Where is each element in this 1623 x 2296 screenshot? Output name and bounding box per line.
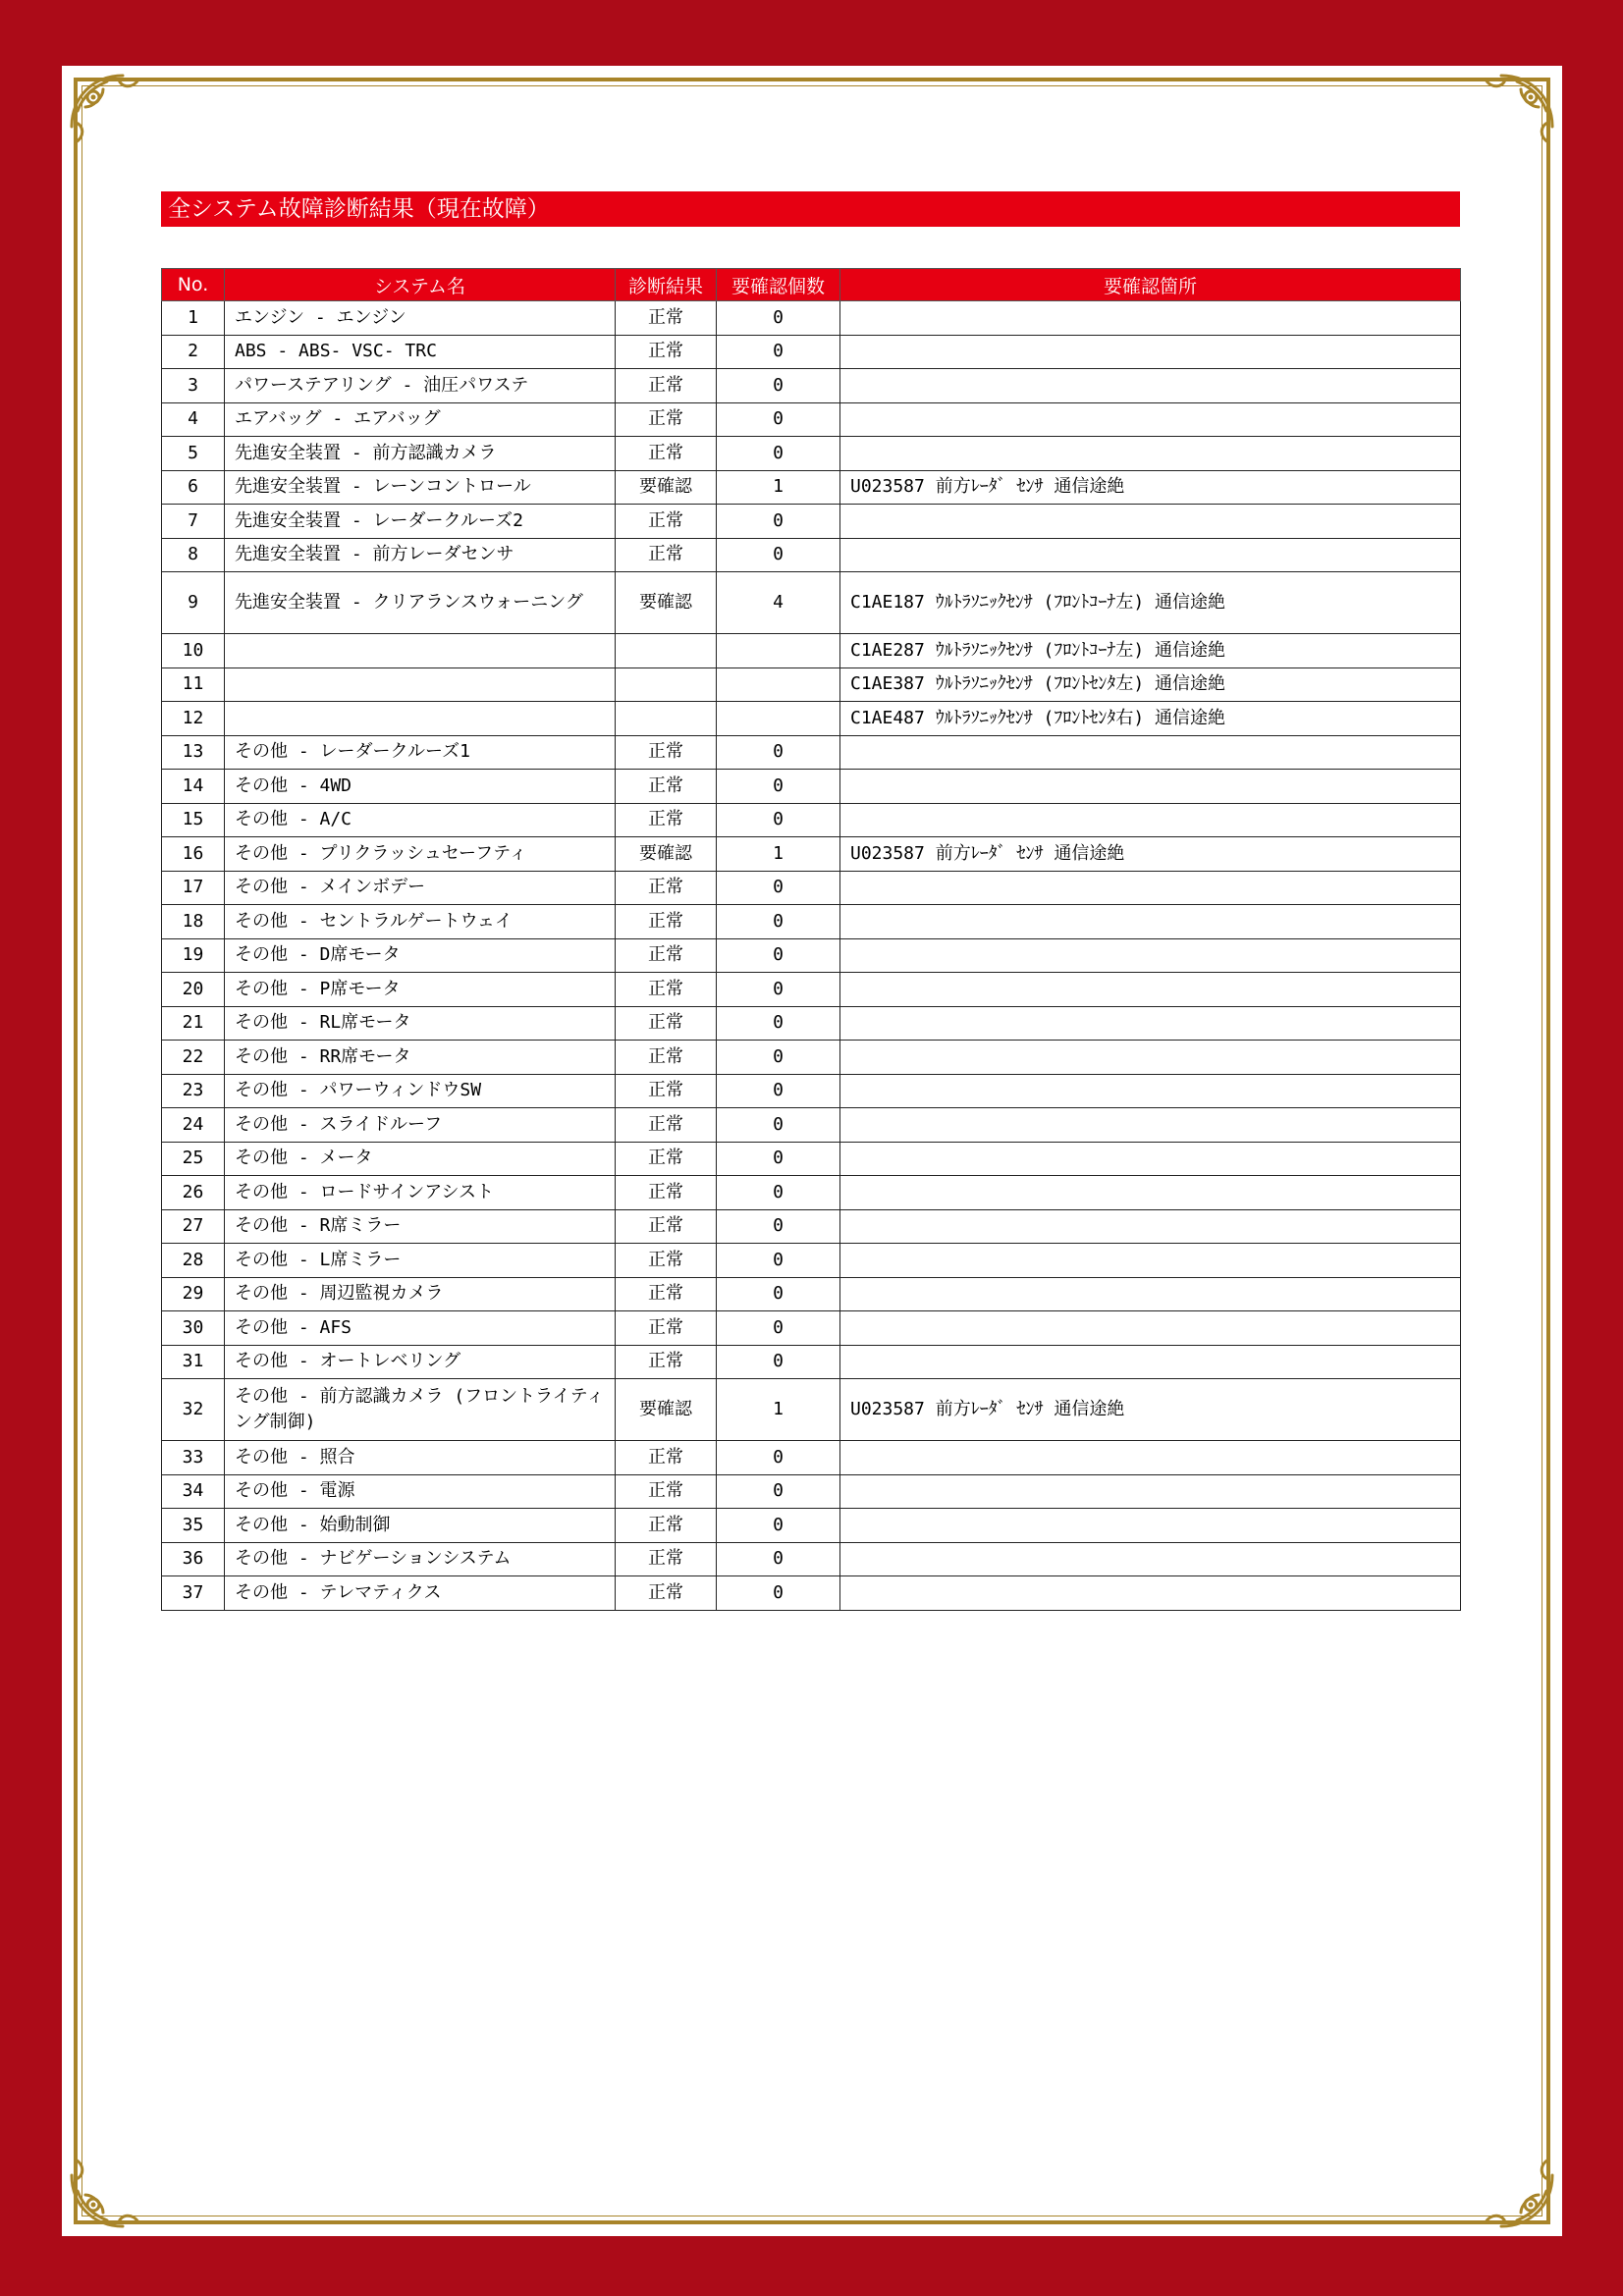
system-name: パワーステアリング - 油圧パワステ [225,369,616,403]
system-name: その他 - 周辺監視カメラ [225,1277,616,1311]
table-row [162,470,1461,505]
issue-count: 4 [717,572,840,634]
corner-ornament-icon [1472,2146,1560,2234]
diagnosis-result: 正常 [616,402,717,437]
diagnosis-result: 正常 [616,437,717,471]
issue-count: 0 [717,1542,840,1576]
issue-location [840,538,1461,572]
table-row [162,1441,1461,1475]
column-header-location: 要確認箇所 [840,269,1461,301]
issue-location [840,1142,1461,1176]
diagnosis-result: 正常 [616,1176,717,1210]
row-number: 24 [162,1108,225,1143]
diagnosis-result: 正常 [616,1311,717,1346]
issue-location [840,505,1461,539]
issue-count: 1 [717,470,840,505]
issue-location [840,1441,1461,1475]
table-row [162,803,1461,837]
table-row [162,1345,1461,1379]
issue-count: 0 [717,1474,840,1509]
system-name: その他 - RR席モータ [225,1041,616,1075]
row-number: 11 [162,667,225,702]
row-number: 10 [162,634,225,668]
row-number: 3 [162,369,225,403]
issue-count: 0 [717,1209,840,1244]
issue-count: 0 [717,1041,840,1075]
issue-count [717,667,840,702]
system-name: その他 - R席ミラー [225,1209,616,1244]
issue-location [840,402,1461,437]
table-row [162,1277,1461,1311]
row-number: 13 [162,735,225,770]
row-number: 12 [162,702,225,736]
system-name: その他 - セントラルゲートウェイ [225,905,616,939]
system-name: その他 - ナビゲーションシステム [225,1542,616,1576]
row-number: 17 [162,871,225,905]
row-number: 9 [162,572,225,634]
diagnosis-result: 正常 [616,1244,717,1278]
issue-count: 1 [717,1379,840,1441]
diagnosis-result: 正常 [616,1509,717,1543]
issue-location: U023587 前方ﾚｰﾀﾞ ｾﾝｻ 通信途絶 [840,1379,1461,1441]
corner-ornament-icon [64,68,152,156]
diagnosis-result: 正常 [616,335,717,369]
diagnosis-result: 正常 [616,369,717,403]
row-number: 26 [162,1176,225,1210]
system-name: その他 - RL席モータ [225,1006,616,1041]
table-row [162,770,1461,804]
table-body [162,301,1461,1611]
system-name: その他 - ロードサインアシスト [225,1176,616,1210]
diagnosis-result: 正常 [616,770,717,804]
issue-count: 0 [717,1176,840,1210]
issue-count: 0 [717,1142,840,1176]
column-header-result: 診断結果 [616,269,717,301]
system-name [225,667,616,702]
issue-location [840,1074,1461,1108]
issue-count: 1 [717,837,840,872]
issue-count: 0 [717,1345,840,1379]
row-number: 29 [162,1277,225,1311]
row-number: 18 [162,905,225,939]
row-number: 19 [162,938,225,973]
issue-location: C1AE487 ｳﾙﾄﾗｿﾆｯｸｾﾝｻ (ﾌﾛﾝﾄｾﾝﾀ右) 通信途絶 [840,702,1461,736]
issue-location [840,369,1461,403]
issue-location [840,803,1461,837]
issue-location [840,905,1461,939]
column-header-no: No. [162,269,225,301]
issue-count: 0 [717,1509,840,1543]
system-name: その他 - 照合 [225,1441,616,1475]
table-row [162,1074,1461,1108]
issue-location [840,1311,1461,1346]
diagnosis-result: 正常 [616,1345,717,1379]
system-name: その他 - P席モータ [225,973,616,1007]
system-name [225,634,616,668]
system-name: エアバッグ - エアバッグ [225,402,616,437]
issue-location [840,1345,1461,1379]
system-name: その他 - メインボデー [225,871,616,905]
system-name: その他 - プリクラッシュセーフティ [225,837,616,872]
table-row [162,905,1461,939]
table-row [162,837,1461,872]
system-name [225,702,616,736]
table-row [162,437,1461,471]
issue-count: 0 [717,1108,840,1143]
row-number: 23 [162,1074,225,1108]
table-row [162,1542,1461,1576]
column-header-system: システム名 [225,269,616,301]
issue-location [840,1108,1461,1143]
table-row [162,702,1461,736]
system-name: エンジン - エンジン [225,301,616,336]
corner-ornament-icon [64,2146,152,2234]
table-row [162,1474,1461,1509]
diagnosis-result: 要確認 [616,470,717,505]
issue-location [840,1474,1461,1509]
row-number: 31 [162,1345,225,1379]
issue-location [840,1006,1461,1041]
system-name: 先進安全装置 - 前方レーダセンサ [225,538,616,572]
system-name: その他 - テレマティクス [225,1576,616,1611]
table-row [162,667,1461,702]
system-name: その他 - スライドルーフ [225,1108,616,1143]
row-number: 8 [162,538,225,572]
diagnosis-result: 正常 [616,1209,717,1244]
diagnosis-result: 正常 [616,1074,717,1108]
diagnosis-result: 正常 [616,1542,717,1576]
diagnosis-result: 正常 [616,301,717,336]
issue-location [840,1509,1461,1543]
system-name: 先進安全装置 - 前方認識カメラ [225,437,616,471]
table-row [162,1311,1461,1346]
issue-count: 0 [717,437,840,471]
table-row [162,402,1461,437]
table-row [162,1244,1461,1278]
system-name: その他 - D席モータ [225,938,616,973]
table-row [162,335,1461,369]
issue-count: 0 [717,1311,840,1346]
table-header-row [162,269,1461,301]
diagnosis-result: 正常 [616,735,717,770]
diagnosis-result: 正常 [616,1041,717,1075]
column-header-count: 要確認個数 [717,269,840,301]
table-row [162,634,1461,668]
diagnosis-result: 正常 [616,938,717,973]
table-row [162,938,1461,973]
issue-count: 0 [717,505,840,539]
system-name: その他 - 始動制御 [225,1509,616,1543]
diagnosis-result: 正常 [616,1576,717,1611]
row-number: 34 [162,1474,225,1509]
diagnosis-result: 正常 [616,538,717,572]
system-name: その他 - 前方認識カメラ (フロントライティング制御) [225,1379,616,1441]
issue-location [840,1209,1461,1244]
issue-location [840,871,1461,905]
table-row [162,1142,1461,1176]
issue-count: 0 [717,1441,840,1475]
row-number: 27 [162,1209,225,1244]
issue-location [840,770,1461,804]
row-number: 1 [162,301,225,336]
system-name: 先進安全装置 - レーダークルーズ2 [225,505,616,539]
table-row [162,1176,1461,1210]
diagnosis-result: 要確認 [616,837,717,872]
issue-location [840,335,1461,369]
issue-count: 0 [717,735,840,770]
table-row [162,1041,1461,1075]
diagnosis-result: 正常 [616,1006,717,1041]
row-number: 32 [162,1379,225,1441]
issue-count: 0 [717,938,840,973]
diagnosis-result: 正常 [616,803,717,837]
diagnosis-result: 正常 [616,905,717,939]
table-row [162,1209,1461,1244]
issue-count [717,702,840,736]
row-number: 35 [162,1509,225,1543]
row-number: 4 [162,402,225,437]
issue-count: 0 [717,1277,840,1311]
system-name: その他 - レーダークルーズ1 [225,735,616,770]
diagnosis-result [616,702,717,736]
issue-count: 0 [717,871,840,905]
issue-count: 0 [717,770,840,804]
system-name: その他 - オートレベリング [225,1345,616,1379]
system-name: その他 - メータ [225,1142,616,1176]
row-number: 6 [162,470,225,505]
row-number: 20 [162,973,225,1007]
issue-count: 0 [717,1244,840,1278]
system-name: その他 - AFS [225,1311,616,1346]
diagnosis-result: 要確認 [616,1379,717,1441]
issue-count: 0 [717,402,840,437]
issue-count: 0 [717,973,840,1007]
row-number: 7 [162,505,225,539]
row-number: 16 [162,837,225,872]
diagnosis-result: 正常 [616,871,717,905]
system-name: その他 - 4WD [225,770,616,804]
table-row [162,1379,1461,1441]
issue-location [840,1041,1461,1075]
row-number: 15 [162,803,225,837]
table-row [162,973,1461,1007]
issue-location [840,938,1461,973]
diagnosis-result: 要確認 [616,572,717,634]
issue-location: C1AE187 ｳﾙﾄﾗｿﾆｯｸｾﾝｻ (ﾌﾛﾝﾄｺｰﾅ左) 通信途絶 [840,572,1461,634]
row-number: 14 [162,770,225,804]
issue-count: 0 [717,369,840,403]
section-title: 全システム故障診断結果（現在故障） [161,191,1460,227]
diagnosis-result: 正常 [616,505,717,539]
issue-count: 0 [717,803,840,837]
row-number: 22 [162,1041,225,1075]
table-row [162,505,1461,539]
row-number: 21 [162,1006,225,1041]
issue-location: U023587 前方ﾚｰﾀﾞ ｾﾝｻ 通信途絶 [840,837,1461,872]
system-name: ABS - ABS- VSC- TRC [225,335,616,369]
table-row [162,369,1461,403]
system-name: その他 - パワーウィンドウSW [225,1074,616,1108]
issue-count: 0 [717,1074,840,1108]
diagnosis-table [161,268,1461,1611]
row-number: 30 [162,1311,225,1346]
diagnosis-result [616,634,717,668]
issue-count: 0 [717,301,840,336]
row-number: 5 [162,437,225,471]
document-page [62,66,1562,2236]
issue-count [717,634,840,668]
issue-location [840,735,1461,770]
issue-count: 0 [717,1006,840,1041]
table-row [162,301,1461,336]
issue-location [840,1576,1461,1611]
issue-count: 0 [717,1576,840,1611]
issue-location: C1AE287 ｳﾙﾄﾗｿﾆｯｸｾﾝｻ (ﾌﾛﾝﾄｺｰﾅ左) 通信途絶 [840,634,1461,668]
issue-count: 0 [717,905,840,939]
row-number: 28 [162,1244,225,1278]
table-row [162,1509,1461,1543]
issue-location [840,1176,1461,1210]
row-number: 36 [162,1542,225,1576]
issue-location [840,437,1461,471]
corner-ornament-icon [1472,68,1560,156]
row-number: 25 [162,1142,225,1176]
row-number: 33 [162,1441,225,1475]
table-row [162,1006,1461,1041]
system-name: その他 - A/C [225,803,616,837]
diagnosis-result: 正常 [616,1277,717,1311]
issue-location [840,1277,1461,1311]
issue-location [840,1542,1461,1576]
issue-count: 0 [717,538,840,572]
row-number: 37 [162,1576,225,1611]
issue-location [840,301,1461,336]
issue-count: 0 [717,335,840,369]
diagnosis-result: 正常 [616,1108,717,1143]
diagnosis-result: 正常 [616,1441,717,1475]
table-row [162,871,1461,905]
diagnosis-result: 正常 [616,1474,717,1509]
row-number: 2 [162,335,225,369]
diagnosis-result [616,667,717,702]
table-row [162,538,1461,572]
table-row [162,1576,1461,1611]
system-name: 先進安全装置 - クリアランスウォーニング [225,572,616,634]
system-name: その他 - 電源 [225,1474,616,1509]
table-row [162,572,1461,634]
system-name: その他 - L席ミラー [225,1244,616,1278]
table-row [162,1108,1461,1143]
table-row [162,735,1461,770]
issue-location: C1AE387 ｳﾙﾄﾗｿﾆｯｸｾﾝｻ (ﾌﾛﾝﾄｾﾝﾀ左) 通信途絶 [840,667,1461,702]
diagnosis-result: 正常 [616,973,717,1007]
issue-location: U023587 前方ﾚｰﾀﾞ ｾﾝｻ 通信途絶 [840,470,1461,505]
diagnosis-result: 正常 [616,1142,717,1176]
issue-location [840,1244,1461,1278]
system-name: 先進安全装置 - レーンコントロール [225,470,616,505]
issue-location [840,973,1461,1007]
